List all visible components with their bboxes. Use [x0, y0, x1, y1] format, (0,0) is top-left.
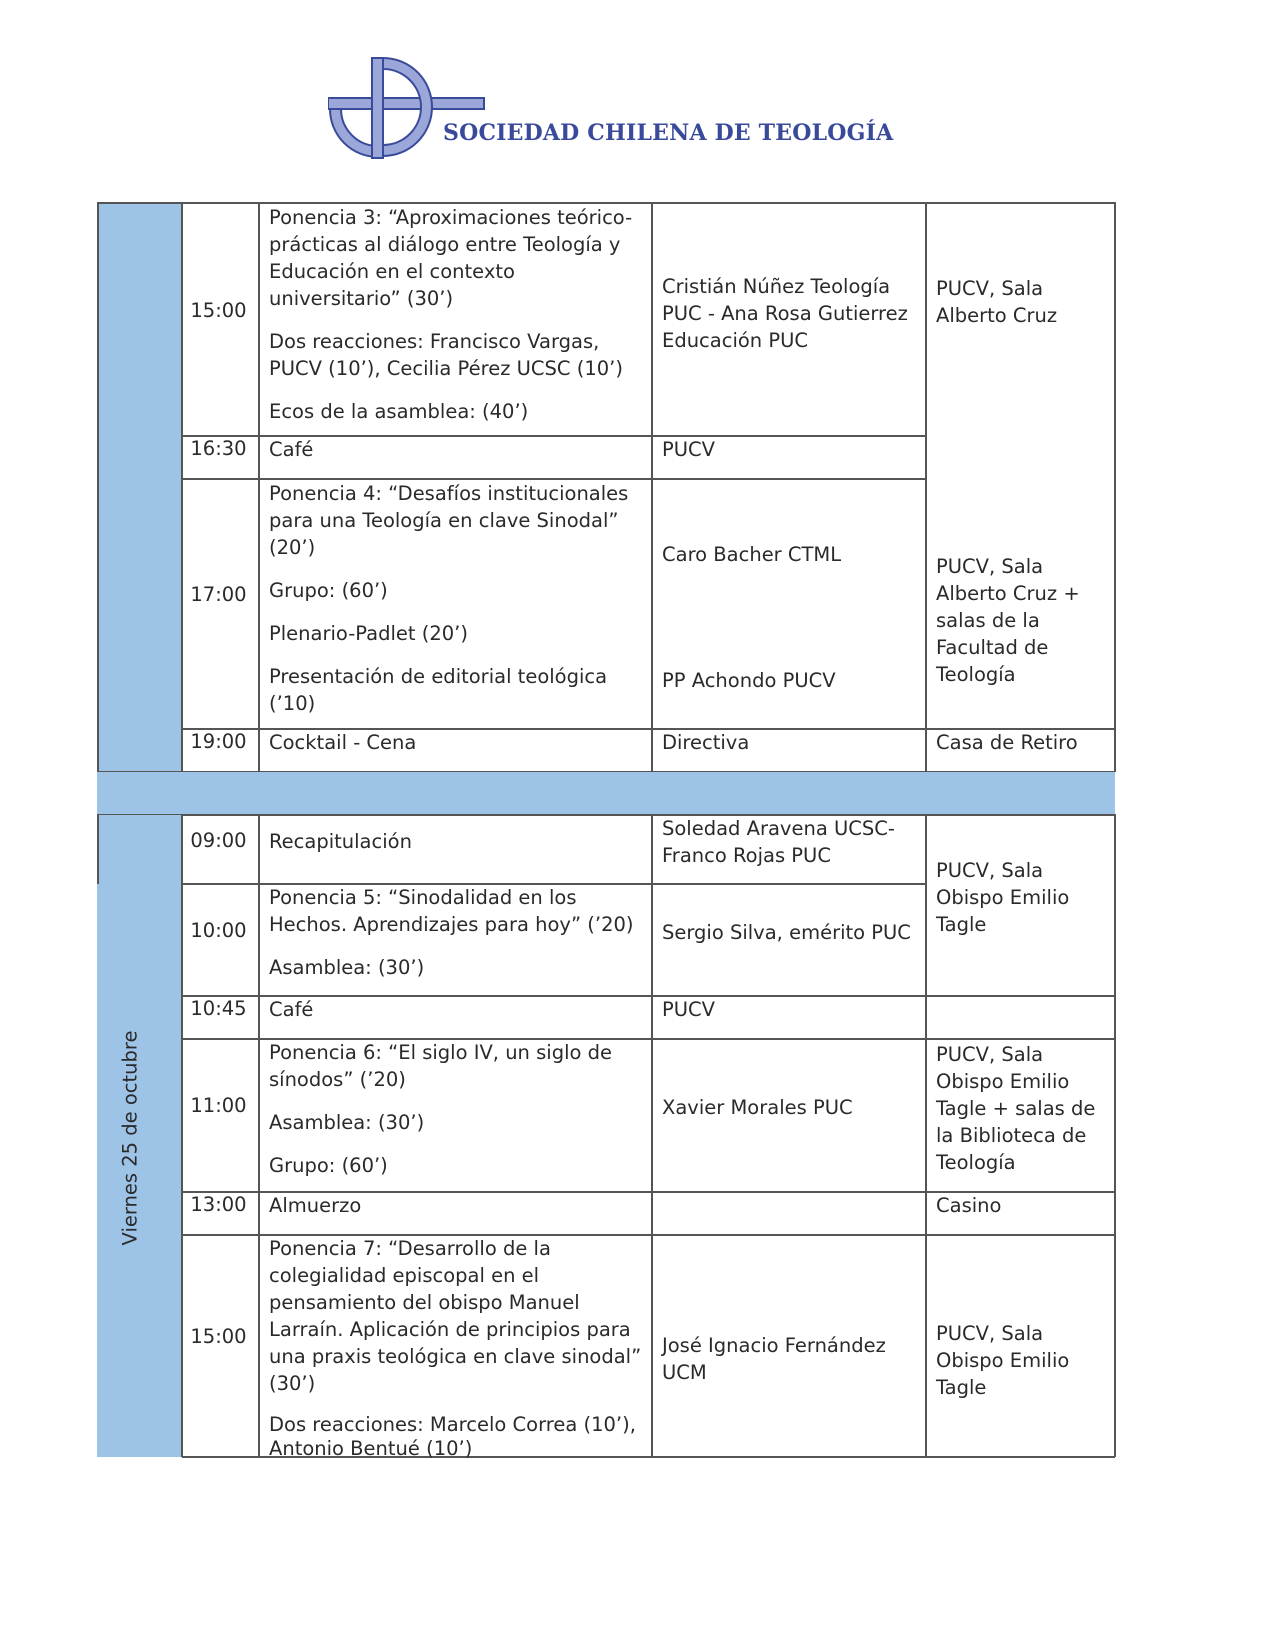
responsible-cell: PUCV: [662, 438, 715, 461]
place-cell: PUCV, Sala Alberto Cruz: [936, 277, 1058, 327]
activity-cell: Café: [269, 438, 314, 461]
activity-cell: [269, 204, 644, 425]
activity-cell: Recapitulación: [269, 830, 412, 853]
time-cell: 11:00: [190, 1094, 247, 1117]
time-cell: 10:45: [190, 997, 247, 1020]
responsible-cell: Xavier Morales PUC: [662, 1096, 853, 1119]
column-divider: [97, 814, 99, 884]
column-divider: [1114, 814, 1116, 1457]
activity-cell: Almuerzo: [269, 1194, 362, 1217]
day-separator-band: [97, 772, 1115, 814]
column-divider: [258, 202, 260, 772]
column-divider: [181, 202, 183, 772]
responsible-cell: Directiva: [662, 731, 750, 754]
time-cell: 16:30: [190, 437, 247, 460]
time-cell: 19:00: [190, 730, 247, 753]
activity-text: Ponencia 3: “Aproximaciones teórico-prácticas al diálogo entre Teología y Educación en el contexto universitario” (30’): [269, 206, 633, 310]
responsible-cell: Sergio Silva, emérito PUC: [662, 921, 911, 944]
activity-text: Ecos de la asamblea: (40’): [269, 400, 529, 423]
activity-text: Dos reacciones: Marcelo Correa (10’), Antonio Bentué (10’): [269, 1413, 636, 1460]
activity-text: Asamblea: (30’): [269, 956, 425, 979]
day-label-text: Viernes 25 de octubre: [118, 1030, 142, 1245]
place-cell: PUCV, Sala Alberto Cruz + salas de la Facultad de Teología: [936, 555, 1080, 686]
day-label: [100, 1030, 160, 1245]
time-cell: 17:00: [190, 583, 247, 606]
activity-text: Grupo: (60’): [269, 579, 388, 602]
place-cell: PUCV, Sala Obispo Emilio Tagle: [936, 1322, 1070, 1399]
activity-text: Ponencia 7: “Desarrollo de la colegialidad episcopal en el pensamiento del obispo Manuel Larraín. Aplicación de principios para una praxis teológica en clave sinodal” (30’): [269, 1237, 642, 1395]
time-cell: 15:00: [190, 299, 247, 322]
time-cell: 09:00: [190, 829, 247, 852]
column-divider: [181, 814, 183, 1457]
activity-text: Plenario-Padlet (20’): [269, 622, 468, 645]
responsible-cell: PUCV: [662, 998, 715, 1021]
activity-text: Dos reacciones: Francisco Vargas, PUCV (10’), Cecilia Pérez UCSC (10’): [269, 330, 623, 380]
activity-text: Ponencia 6: “El siglo IV, un siglo de sínodos” (’20): [269, 1041, 612, 1091]
activity-cell: [269, 884, 644, 981]
responsible-cell: Caro Bacher CTML: [662, 543, 842, 566]
column-divider: [925, 814, 927, 1457]
responsible-cell: PP Achondo PUCV: [662, 669, 836, 692]
activity-text: Asamblea: (30’): [269, 1111, 425, 1134]
column-divider: [925, 202, 927, 772]
place-cell: Casa de Retiro: [936, 731, 1078, 754]
time-cell: 13:00: [190, 1193, 247, 1216]
activity-text: Ponencia 5: “Sinodalidad en los Hechos. Aprendizajes para hoy” (’20): [269, 886, 634, 936]
column-divider: [258, 814, 260, 1457]
column-divider: [1114, 202, 1116, 772]
organization-name: SOCIEDAD CHILENA DE TEOLOGÍA: [443, 120, 894, 146]
responsible-cell: Soledad Aravena UCSC-Franco Rojas PUC: [662, 817, 895, 867]
column-divider: [651, 202, 653, 772]
place-cell: Casino: [936, 1194, 1002, 1217]
activity-cell: [269, 1039, 644, 1179]
activity-cell: Cocktail - Cena: [269, 731, 417, 754]
society-logo: [328, 56, 898, 160]
column-divider: [651, 814, 653, 1457]
day1-band: [97, 203, 182, 771]
activity-text: Grupo: (60’): [269, 1154, 388, 1177]
responsible-cell: José Ignacio Fernández UCM: [662, 1334, 886, 1384]
place-cell: PUCV, Sala Obispo Emilio Tagle + salas de la Biblioteca de Teología: [936, 1043, 1096, 1174]
time-cell: 15:00: [190, 1325, 247, 1348]
time-cell: 10:00: [190, 919, 247, 942]
column-divider: [97, 202, 99, 772]
row-divider: [97, 814, 1115, 816]
activity-cell: Café: [269, 998, 314, 1021]
responsible-cell: Cristián Núñez Teología PUC - Ana Rosa Gutierrez Educación PUC: [662, 275, 908, 352]
activity-cell: [269, 1235, 647, 1461]
place-cell: PUCV, Sala Obispo Emilio Tagle: [936, 859, 1070, 936]
activity-text: Presentación de editorial teológica (’10): [269, 665, 608, 715]
activity-text: Ponencia 4: “Desafíos institucionales para una Teología en clave Sinodal” (20’): [269, 482, 629, 559]
activity-cell: [269, 480, 644, 717]
